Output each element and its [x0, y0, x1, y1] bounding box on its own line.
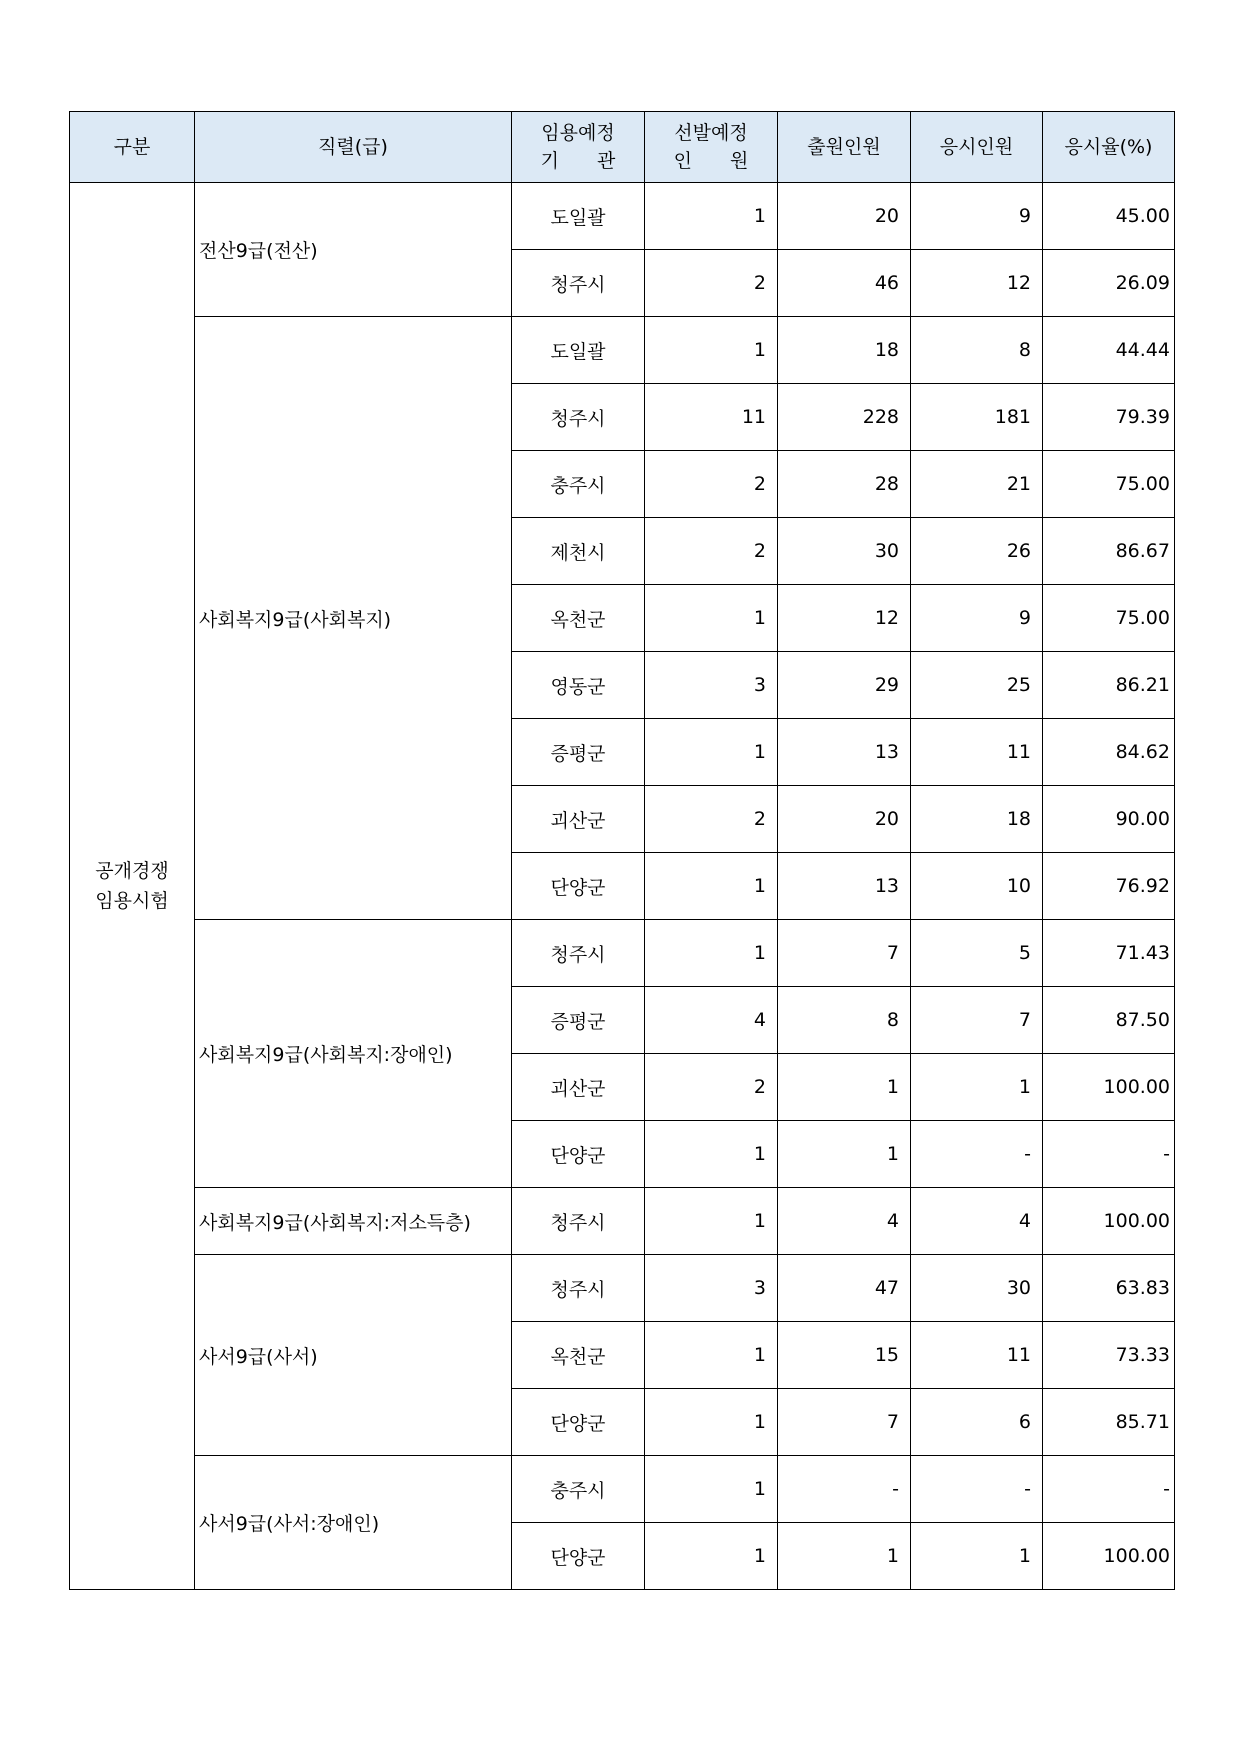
- organization-cell: 충주시: [512, 1456, 645, 1523]
- selection-count-cell: 1: [645, 317, 778, 384]
- category-line1: 공개경쟁: [95, 860, 169, 882]
- applied-count-cell: 8: [778, 987, 911, 1054]
- selection-count-cell: 2: [645, 1054, 778, 1121]
- test-rate-cell: 86.67: [1043, 518, 1175, 585]
- tested-count-cell: 7: [911, 987, 1043, 1054]
- header-row: [70, 112, 1175, 183]
- organization-cell: 괴산군: [512, 786, 645, 853]
- header-applied: 출원인원: [778, 112, 911, 183]
- selection-count-cell: 1: [645, 1322, 778, 1389]
- test-rate-cell: 44.44: [1043, 317, 1175, 384]
- tested-count-cell: 1: [911, 1054, 1043, 1121]
- header-tested: 응시인원: [911, 112, 1043, 183]
- position-cell: 사서9급(사서): [195, 1255, 512, 1456]
- table-header: [70, 112, 1175, 183]
- selection-count-cell: 1: [645, 1389, 778, 1456]
- selection-count-cell: 11: [645, 384, 778, 451]
- applied-count-cell: 20: [778, 786, 911, 853]
- header-selection: [645, 112, 778, 183]
- header-position: 직렬(급): [195, 112, 512, 183]
- position-cell: 사회복지9급(사회복지:저소득층): [195, 1188, 512, 1255]
- tested-count-cell: 25: [911, 652, 1043, 719]
- tested-count-cell: 6: [911, 1389, 1043, 1456]
- test-rate-cell: 100.00: [1043, 1054, 1175, 1121]
- test-rate-cell: 45.00: [1043, 183, 1175, 250]
- applied-count-cell: 13: [778, 853, 911, 920]
- applied-count-cell: 46: [778, 250, 911, 317]
- organization-cell: 청주시: [512, 920, 645, 987]
- applied-count-cell: 7: [778, 920, 911, 987]
- category-cell: [70, 183, 195, 1590]
- tested-count-cell: 26: [911, 518, 1043, 585]
- selection-count-cell: 2: [645, 518, 778, 585]
- applied-count-cell: 1: [778, 1121, 911, 1188]
- selection-count-cell: 1: [645, 1121, 778, 1188]
- selection-count-cell: 2: [645, 786, 778, 853]
- test-rate-cell: 90.00: [1043, 786, 1175, 853]
- applied-count-cell: 1: [778, 1523, 911, 1590]
- applicant-statistics-table: [69, 111, 1175, 1590]
- test-rate-cell: 100.00: [1043, 1188, 1175, 1255]
- tested-count-cell: 12: [911, 250, 1043, 317]
- selection-count-cell: 1: [645, 853, 778, 920]
- table-row: [70, 1255, 1175, 1322]
- table-row: [70, 920, 1175, 987]
- header-organization-line1: 임용예정: [541, 122, 615, 144]
- test-rate-cell: 75.00: [1043, 451, 1175, 518]
- table-row: [70, 1188, 1175, 1255]
- applied-count-cell: 13: [778, 719, 911, 786]
- selection-count-cell: 1: [645, 585, 778, 652]
- test-rate-cell: 73.33: [1043, 1322, 1175, 1389]
- tested-count-cell: 30: [911, 1255, 1043, 1322]
- header-organization: [512, 112, 645, 183]
- header-selection-line1: 선발예정: [674, 122, 748, 144]
- tested-count-cell: 11: [911, 719, 1043, 786]
- position-cell: 사서9급(사서:장애인): [195, 1456, 512, 1590]
- tested-count-cell: 11: [911, 1322, 1043, 1389]
- tested-count-cell: 21: [911, 451, 1043, 518]
- test-rate-cell: 63.83: [1043, 1255, 1175, 1322]
- organization-cell: 단양군: [512, 1121, 645, 1188]
- tested-count-cell: 9: [911, 585, 1043, 652]
- applied-count-cell: 15: [778, 1322, 911, 1389]
- test-rate-cell: 79.39: [1043, 384, 1175, 451]
- test-rate-cell: 86.21: [1043, 652, 1175, 719]
- organization-cell: 괴산군: [512, 1054, 645, 1121]
- table-body: [70, 183, 1175, 1590]
- header-selection-line2: 인 원: [673, 150, 749, 172]
- organization-cell: 청주시: [512, 250, 645, 317]
- organization-cell: 증평군: [512, 719, 645, 786]
- applied-count-cell: 228: [778, 384, 911, 451]
- tested-count-cell: 5: [911, 920, 1043, 987]
- table-row: [70, 1456, 1175, 1523]
- test-rate-cell: 26.09: [1043, 250, 1175, 317]
- organization-cell: 단양군: [512, 853, 645, 920]
- tested-count-cell: 181: [911, 384, 1043, 451]
- test-rate-cell: 100.00: [1043, 1523, 1175, 1590]
- test-rate-cell: 71.43: [1043, 920, 1175, 987]
- header-category: 구분: [70, 112, 195, 183]
- selection-count-cell: 1: [645, 1188, 778, 1255]
- test-rate-cell: -: [1043, 1456, 1175, 1523]
- tested-count-cell: -: [911, 1121, 1043, 1188]
- applied-count-cell: 18: [778, 317, 911, 384]
- test-rate-cell: -: [1043, 1121, 1175, 1188]
- tested-count-cell: 18: [911, 786, 1043, 853]
- organization-cell: 단양군: [512, 1389, 645, 1456]
- position-cell: 전산9급(전산): [195, 183, 512, 317]
- organization-cell: 단양군: [512, 1523, 645, 1590]
- selection-count-cell: 1: [645, 920, 778, 987]
- tested-count-cell: -: [911, 1456, 1043, 1523]
- organization-cell: 도일괄: [512, 183, 645, 250]
- applied-count-cell: 7: [778, 1389, 911, 1456]
- tested-count-cell: 1: [911, 1523, 1043, 1590]
- position-cell: 사회복지9급(사회복지): [195, 317, 512, 920]
- organization-cell: 영동군: [512, 652, 645, 719]
- applied-count-cell: 20: [778, 183, 911, 250]
- test-rate-cell: 87.50: [1043, 987, 1175, 1054]
- organization-cell: 제천시: [512, 518, 645, 585]
- category-line2: 임용시험: [95, 890, 169, 912]
- tested-count-cell: 10: [911, 853, 1043, 920]
- test-rate-cell: 84.62: [1043, 719, 1175, 786]
- selection-count-cell: 1: [645, 183, 778, 250]
- tested-count-cell: 4: [911, 1188, 1043, 1255]
- organization-cell: 증평군: [512, 987, 645, 1054]
- organization-cell: 옥천군: [512, 1322, 645, 1389]
- selection-count-cell: 2: [645, 451, 778, 518]
- selection-count-cell: 1: [645, 719, 778, 786]
- organization-cell: 도일괄: [512, 317, 645, 384]
- table-row: [70, 183, 1175, 250]
- selection-count-cell: 2: [645, 250, 778, 317]
- header-rate: 응시율(%): [1043, 112, 1175, 183]
- applied-count-cell: 29: [778, 652, 911, 719]
- applied-count-cell: 1: [778, 1054, 911, 1121]
- selection-count-cell: 1: [645, 1456, 778, 1523]
- applied-count-cell: 30: [778, 518, 911, 585]
- selection-count-cell: 3: [645, 652, 778, 719]
- test-rate-cell: 85.71: [1043, 1389, 1175, 1456]
- selection-count-cell: 4: [645, 987, 778, 1054]
- organization-cell: 청주시: [512, 384, 645, 451]
- tested-count-cell: 9: [911, 183, 1043, 250]
- organization-cell: 청주시: [512, 1188, 645, 1255]
- test-rate-cell: 76.92: [1043, 853, 1175, 920]
- applied-count-cell: 4: [778, 1188, 911, 1255]
- selection-count-cell: 1: [645, 1523, 778, 1590]
- header-organization-line2: 기 관: [540, 150, 616, 172]
- position-cell: 사회복지9급(사회복지:장애인): [195, 920, 512, 1188]
- table-row: [70, 317, 1175, 384]
- applied-count-cell: 47: [778, 1255, 911, 1322]
- test-rate-cell: 75.00: [1043, 585, 1175, 652]
- organization-cell: 충주시: [512, 451, 645, 518]
- selection-count-cell: 3: [645, 1255, 778, 1322]
- applied-count-cell: -: [778, 1456, 911, 1523]
- organization-cell: 옥천군: [512, 585, 645, 652]
- tested-count-cell: 8: [911, 317, 1043, 384]
- organization-cell: 청주시: [512, 1255, 645, 1322]
- applied-count-cell: 12: [778, 585, 911, 652]
- applied-count-cell: 28: [778, 451, 911, 518]
